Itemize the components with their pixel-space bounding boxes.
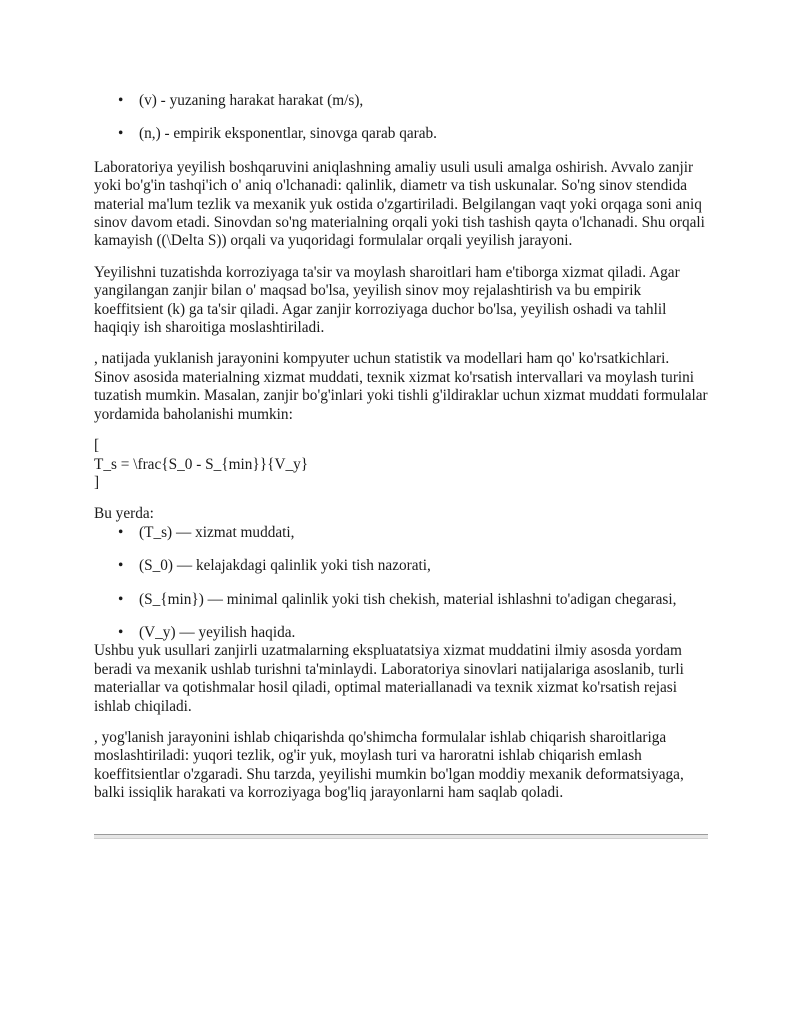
- paragraph-laboratory-method: Laboratoriya yeyilish boshqaruvini aniqlashning amaliy usuli usuli amalga oshirish. Avvalo zanjir yoki bo'g'in tashqi'ich o' aniq o'lchanadi: qalinlik, diametr va tish uskunalar. So'ng sinov stendida material ma'lum tezlik va mexanik yuk ostida o'zgartiriladi. Belgilangan vaqt yoki orqaga soni aniq sinov davom etadi. Sinovdan so'ng materialning orqali yoki tish tashish qayta o'lchanadi. Shu orqali kamayish ((\Delta S)) orqali va yuqoridagi formulalar orqali yeyilish jarayoni.: [94, 158, 705, 250]
- bullet-icon: •: [118, 557, 124, 575]
- list-item-text: (v) - yuzaning harakat harakat (m/s),: [139, 92, 364, 109]
- horizontal-rule: [94, 834, 708, 839]
- service-life-formula: [94, 437, 708, 492]
- list-item-text: (T_s) — xizmat muddati,: [139, 523, 295, 541]
- list-item: [94, 524, 708, 542]
- list-item: [94, 125, 708, 143]
- paragraph-conclusion: Ushbu yuk usullari zanjirli uzatmalarning ekspluatatsiya xizmat muddatini ilmiy asosda yordam beradi va mexanik ushlab turishni ta'minlaydi. Laboratoriya sinovlari natijalariga asoslanib, turli materiallar va qotishmalar hosil qiladi, optimal materiallanadi va texnik xizmat ko'rsatish rejasi ishlab chiqiladi.: [94, 642, 684, 715]
- paragraph-service-life-intro: , natijada yuklanish jarayonini kompyuter uchun statistik va modellari ham qo' ko'rsatkichlari. Sinov asosida materialning xizmat muddati, texnik xizmat ko'rsatish intervallari va moylash turini tuzatish mumkin. Masalan, zanjir bo'g'inlari yoki tishli g'ildiraklar uchun xizmat muddati formulalar yordamida baholanishi mumkin:: [94, 350, 708, 423]
- bullet-icon: •: [118, 92, 124, 109]
- paragraph-corrosion-lubrication: Yeyilishni tuzatishda korroziyaga ta'sir va moylash sharoitlari ham e'tiborga xizmat qiladi. Agar yangilangan zanjir bilan o' maqsad bo'lsa, yeyilish sinov moy rejalashtirish va bu empirik koeffitsient (k) ga ta'sir qiladi. Agar zanjir korroziyaga duchor bo'lsa, yeyilish oshadi va tahlil haqiqiy ish sharoitiga moslashtiriladi.: [94, 263, 680, 337]
- list-item-text: (S_{min}) — minimal qalinlik yoki tish chekish, material ishlashni to'adigan chegarasi,: [139, 590, 677, 608]
- paragraph-production-conditions: , yog'lanish jarayonini ishlab chiqarishda qo'shimcha formulalar ishlab chiqarish sharoitlariga moslashtiriladi: yuqori tezlik, og'ir yuk, moylash turi va haroratni ishlab chiqarish emlash koeffitsientlar o'zgaradi. Shu tarzda, yeyilishi mumkin bo'lgan moddiy mexanik deformatsiyaga, balki issiqlik harakati va korroziyaga bog'liq jarayonlarni ham saqlab qoladi.: [94, 728, 684, 802]
- list-item: [94, 92, 708, 110]
- formula-open-bracket: [: [94, 437, 100, 455]
- list-item: [94, 557, 708, 575]
- definitions-list: [94, 524, 708, 643]
- bullet-icon: •: [118, 623, 124, 641]
- formula-close-bracket: ]: [94, 473, 100, 491]
- list-item-text: (S_0) — kelajakdagi qalinlik yoki tish nazorati,: [139, 557, 431, 575]
- bullet-icon: •: [118, 125, 124, 143]
- bullet-icon: •: [118, 590, 124, 608]
- list-item-text: (n,) - empirik eksponentlar, sinovga qarab qarab.: [139, 125, 437, 143]
- list-item: [94, 624, 708, 642]
- definitions-heading: Bu yerda:: [94, 505, 154, 523]
- list-item-text: (V_y) — yeyilish haqida.: [139, 623, 296, 641]
- bullet-icon: •: [118, 523, 124, 541]
- formula-body: T_s = \frac{S_0 - S_{min}}{V_y}: [94, 455, 309, 473]
- document-page: [94, 92, 708, 816]
- variables-list: [94, 92, 708, 144]
- list-item: [94, 591, 708, 609]
